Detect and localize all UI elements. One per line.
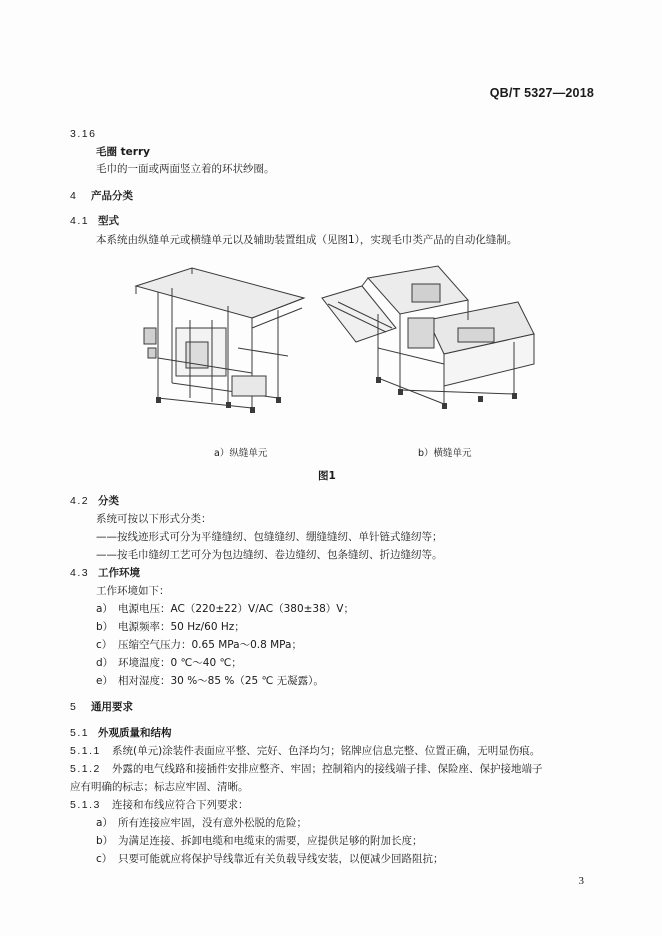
page-number: 3 (578, 875, 584, 887)
paragraph-4-1: 本系统由纵缝单元或横缝单元以及辅助装置组成（见图1），实现毛巾类产品的自动化缝制。 (96, 234, 518, 246)
list-item: 所有连接应牢固，没有意外松脱的危险； (118, 817, 307, 829)
list-item: 电源电压：AC（220±22）V/AC（380±38）V； (118, 603, 354, 615)
list-item: ——按毛巾缝纫工艺可分为包边缝纫、卷边缝纫、包条缝纫、折边缝纫等。 (96, 549, 443, 561)
paragraph-4-2-intro: 系统可按以下形式分类： (96, 513, 212, 525)
paragraph-4-3-intro: 工作环境如下： (96, 585, 170, 597)
list-item: 压缩空气压力：0.65 MPa～0.8 MPa； (118, 639, 302, 651)
list-label: c） (96, 639, 113, 651)
list-item: 电源频率：50 Hz/60 Hz； (118, 621, 245, 633)
section-number-4-2: 4.2 (70, 495, 90, 507)
term-terry: 毛圈 terry (96, 146, 150, 158)
section-title-4: 产品分类 (91, 190, 133, 202)
list-item: 只要可能就应将保护导线靠近有关负载导线安装，以便减少回路阻抗； (118, 853, 444, 865)
section-title-4-3: 工作环境 (98, 567, 140, 579)
section-number-5-1-1: 5.1.1 (70, 745, 101, 757)
list-label: a） (96, 817, 113, 829)
section-number-5-1-3: 5.1.3 (70, 799, 101, 811)
section-number-4-1: 4.1 (70, 215, 90, 227)
section-number-5-1: 5.1 (70, 727, 90, 739)
list-item: 相对湿度：30 %～85 %（25 ℃ 无凝露）。 (118, 675, 324, 687)
figure-transverse-sewing-unit (318, 258, 538, 426)
section-title-4-2: 分类 (98, 495, 119, 507)
section-number-4: 4 (70, 190, 78, 202)
paragraph-5-1-2-line2: 应有明确的标志；标志应牢固、清晰。 (70, 781, 249, 793)
paragraph-5-1-3: 连接和布线应符合下列要求： (112, 799, 249, 811)
list-label: d） (96, 657, 114, 669)
figure-caption-a: a）纵缝单元 (214, 448, 268, 459)
list-item: 环境温度：0 ℃～40 ℃； (118, 657, 242, 669)
list-label: e） (96, 675, 113, 687)
section-title-4-1: 型式 (98, 215, 119, 227)
section-number-5-1-2: 5.1.2 (70, 763, 101, 775)
section-number-4-3: 4.3 (70, 567, 90, 579)
list-item: 为满足连接、拆卸电缆和电缆束的需要，应提供足够的附加长度； (118, 835, 423, 847)
paragraph-5-1-2-line1: 外露的电气线路和接插件安排应整齐、牢固；控制箱内的接线端子排、保险座、保护接地端子 (112, 763, 543, 775)
figure-longitudinal-sewing-unit (128, 258, 310, 426)
term-definition: 毛巾的一面或两面竖立着的环状纱圈。 (96, 163, 275, 175)
list-label: c） (96, 853, 113, 865)
figure-caption-b: b）横缝单元 (418, 448, 472, 459)
list-label: a） (96, 603, 113, 615)
standard-code: QB/T 5327—2018 (489, 86, 594, 100)
section-title-5: 通用要求 (91, 701, 133, 713)
section-title-5-1: 外观质量和结构 (98, 727, 172, 739)
figure-title: 图1 (318, 470, 336, 482)
list-label: b） (96, 835, 114, 847)
list-label: b） (96, 621, 114, 633)
paragraph-5-1-1: 系统(单元)涂装件表面应平整、完好、色泽均匀；铭牌应信息完整、位置正确，无明显伤痕。 (112, 745, 541, 757)
section-number-5: 5 (70, 701, 78, 713)
section-number-3-16: 3.16 (70, 128, 97, 140)
list-item: ——按线迹形式可分为平缝缝纫、包缝缝纫、绷缝缝纫、单针链式缝纫等； (96, 531, 443, 543)
